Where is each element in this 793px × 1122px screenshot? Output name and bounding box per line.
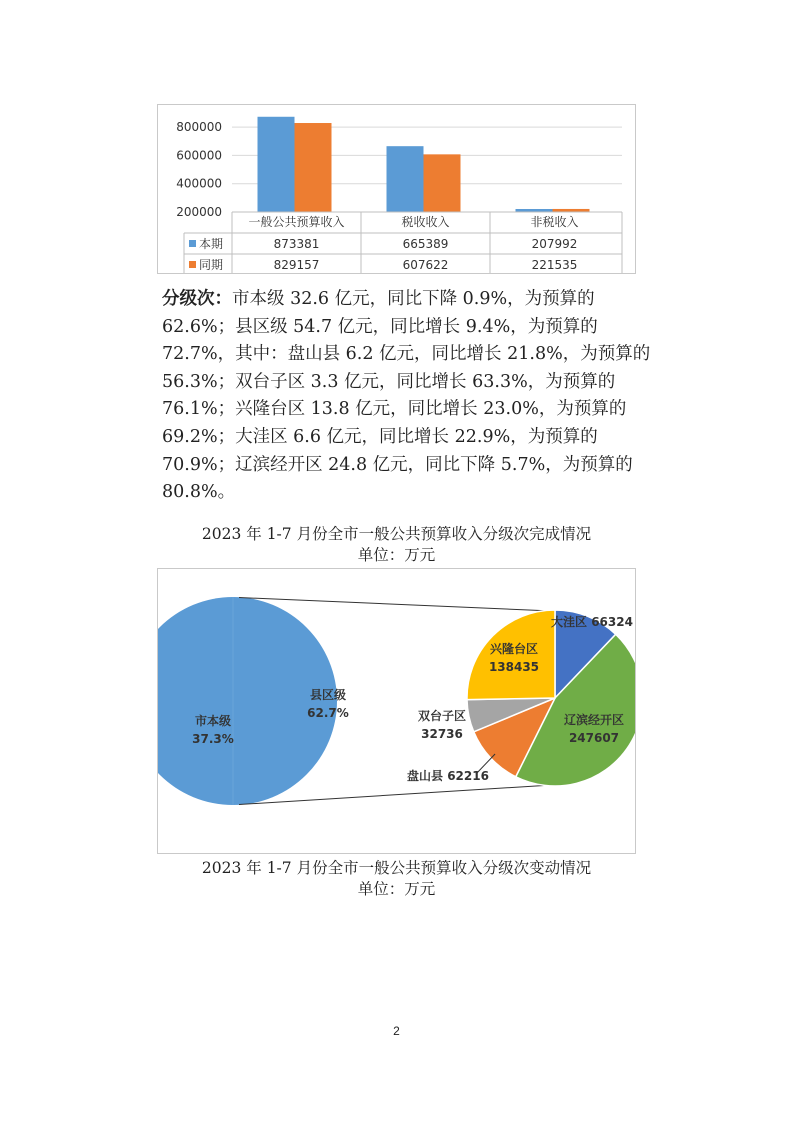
legend-swatch	[189, 240, 196, 247]
paragraph-line-7: 70.9%；辽滨经开区 24.8 亿元，同比下降 5.7%，为预算的	[162, 454, 633, 475]
bar-current	[387, 146, 424, 212]
paragraph-line-1: 分级次：市本级 32.6 亿元，同比下降 0.9%，为预算的	[162, 289, 595, 309]
connector-line	[239, 598, 552, 612]
sub-pie-label: 辽滨经开区	[563, 713, 625, 727]
data-label: 207992	[531, 237, 578, 251]
bar-chart	[157, 104, 636, 274]
legend-label: 同期	[199, 258, 224, 272]
y-tick-label: 600000	[176, 148, 222, 163]
main-pie-percent: 62.7%	[307, 706, 349, 720]
y-tick-label: 200000	[176, 205, 222, 219]
paragraph-line-5: 76.1%；兴隆台区 13.8 亿元，同比增长 23.0%，为预算的	[162, 399, 627, 420]
pie-caption-unit: 单位：万元	[357, 546, 436, 564]
pie-caption-title: 2023 年 1-7 月份全市一般公共预算收入分级次完成情况	[201, 525, 592, 543]
legend-label: 本期	[199, 237, 224, 251]
paragraph-line-8: 80.8%。	[162, 482, 236, 503]
paragraph-lead: 分级次：	[162, 289, 232, 309]
category-label: 一般公共预算收入	[248, 215, 345, 229]
paragraph-line-6: 69.2%；大洼区 6.6 亿元，同比增长 22.9%，为预算的	[162, 426, 598, 447]
data-label: 873381	[273, 237, 320, 251]
pie-chart-svg	[158, 569, 635, 853]
sub-pie-value: 247607	[568, 731, 620, 745]
sub-pie-label: 双台子区	[417, 709, 467, 723]
legend-swatch	[189, 261, 196, 268]
sub-pie-label: 兴隆台区	[489, 642, 539, 656]
paragraph-line-2: 62.6%；县区级 54.7 亿元，同比增长 9.4%，为预算的	[162, 316, 598, 337]
main-pie-label: 县区级	[309, 688, 347, 702]
data-label: 221535	[531, 258, 578, 272]
sub-pie-label: 大洼区 66324	[551, 615, 633, 629]
pie-chart	[157, 568, 636, 854]
sub-pie-label: 盘山县 62216	[407, 769, 489, 783]
page-number: 2	[393, 1024, 400, 1038]
bar-previous	[424, 154, 461, 212]
y-tick-label: 400000	[176, 176, 222, 191]
paragraph-line-3: 72.7%，其中：盘山县 6.2 亿元，同比增长 21.8%，为预算的	[162, 344, 651, 365]
sub-pie-value: 32736	[421, 727, 463, 741]
data-label: 665389	[402, 237, 449, 251]
data-label: 829157	[273, 258, 320, 272]
paragraph-line-4: 56.3%；双台子区 3.3 亿元，同比增长 63.3%，为预算的	[162, 371, 616, 392]
y-tick-label: 800000	[176, 120, 222, 135]
category-label: 税收收入	[401, 215, 450, 229]
category-label: 非税收入	[530, 215, 579, 229]
level-paragraph	[162, 286, 682, 507]
main-pie-percent: 37.3%	[192, 732, 234, 746]
main-pie-label: 市本级	[194, 714, 232, 728]
bar-previous	[295, 123, 332, 212]
bar-chart-svg	[158, 105, 635, 273]
bar-current	[258, 117, 295, 212]
next-caption-title: 2023 年 1-7 月份全市一般公共预算收入分级次变动情况	[201, 859, 592, 877]
next-caption-unit: 单位：万元	[357, 880, 436, 898]
data-label: 607622	[402, 258, 449, 272]
sub-pie-value: 138435	[488, 660, 540, 674]
